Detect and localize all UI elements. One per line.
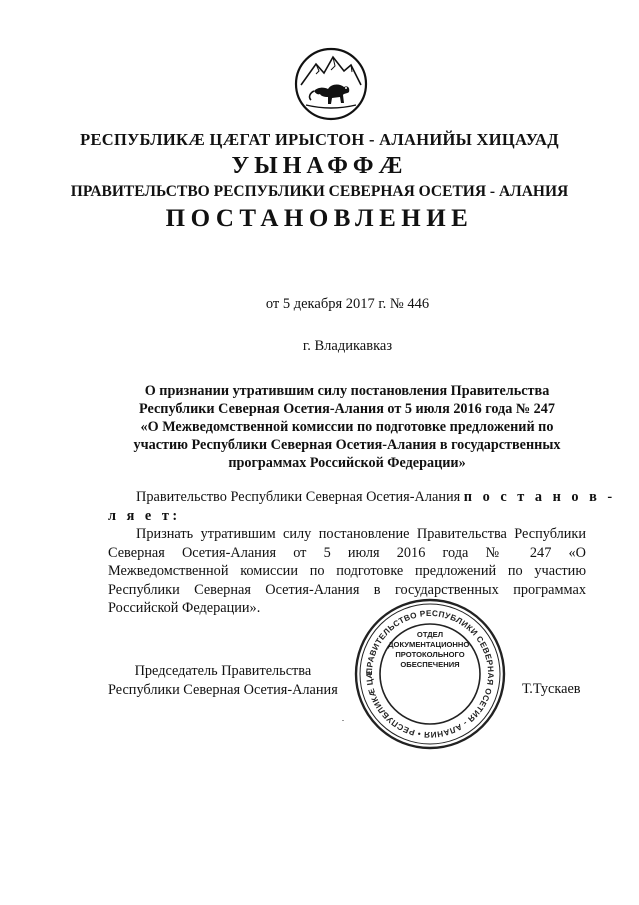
ossetian-decree-heading: УЫНАФФӔ (231, 153, 408, 179)
decree-city: г. Владикавказ (302, 338, 393, 354)
russian-decree-heading: ПОСТАНОВЛЕНИЕ (165, 205, 474, 232)
preamble-line (108, 507, 586, 526)
scan-artifact (342, 720, 344, 721)
preamble-line (108, 488, 616, 507)
decree-title-line: программах Российской Федерации» (228, 455, 466, 471)
stamp-center-line: ОБЕСПЕЧЕНИЯ (400, 660, 460, 669)
stamp-seal-icon (352, 596, 508, 752)
stamp-center-line: ОТДЕЛ (416, 630, 444, 639)
operative-line: Признать утратившим силу постановление Правительства Республики (136, 526, 586, 542)
operative-line: Северная Осетия-Алания от 5 июля 2016 года № 247 «О (108, 544, 586, 561)
signatory-position-line: Республики Северная Осетия-Алания (108, 682, 338, 698)
decree-title-line: Республики Северная Осетия-Алания от 5 июля 2016 года № 247 (139, 401, 555, 417)
decree-verb-part2: л я е т: (108, 507, 181, 524)
operative-line: Российской Федерации». (108, 600, 261, 616)
preamble-text: Правительство Республики Северная Осетия-Алания (136, 489, 461, 505)
operative-line: Республики Северная Осетия-Алания в государственных программах (108, 581, 586, 598)
signatory-position (108, 662, 338, 700)
ossetian-government-title: РЕСПУБЛИКӔ ЦӔГАТ ИРЫСТОН - АЛАНИЙЫ ХИЦАУАД (80, 130, 559, 149)
decree-verb-part1: п о с т а н о в - (463, 489, 616, 505)
decree-title-line: «О Межведомственной комиссии по подготовке предложений по (140, 419, 554, 435)
stamp-center-line: ДОКУМЕНТАЦИОННО- (388, 640, 472, 649)
preamble-paragraph (108, 488, 616, 525)
stamp-center-text (380, 630, 480, 670)
signatory-name: Т.Тускаев (522, 681, 581, 697)
coat-of-arms-emblem-icon (294, 47, 368, 121)
operative-paragraph (108, 525, 586, 618)
signatory-position-line: Председатель Правительства (134, 663, 312, 679)
official-stamp (352, 596, 508, 752)
russian-government-title: ПРАВИТЕЛЬСТВО РЕСПУБЛИКИ СЕВЕРНАЯ ОСЕТИЯ - АЛАНИЯ (70, 183, 569, 200)
stamp-ring-text: ПРАВИТЕЛЬСТВО РЕСПУБЛИКИ СЕВЕРНАЯ ОСЕТИЯ - АЛАНИЯ • РЕСПУБЛИКӔ ЦӔ (364, 608, 496, 740)
decree-title-line: участию Республики Северная Осетия-Алания в государственных (133, 437, 561, 453)
operative-line: Межведомственной комиссии по подготовке предложений по участию (108, 563, 586, 579)
decree-title-line: О признании утратившим силу постановления Правительства (144, 383, 550, 399)
decree-title (108, 382, 586, 472)
decree-date-number: от 5 декабря 2017 г. № 446 (265, 296, 430, 312)
stamp-center-line: ПРОТОКОЛЬНОГО (395, 650, 465, 659)
